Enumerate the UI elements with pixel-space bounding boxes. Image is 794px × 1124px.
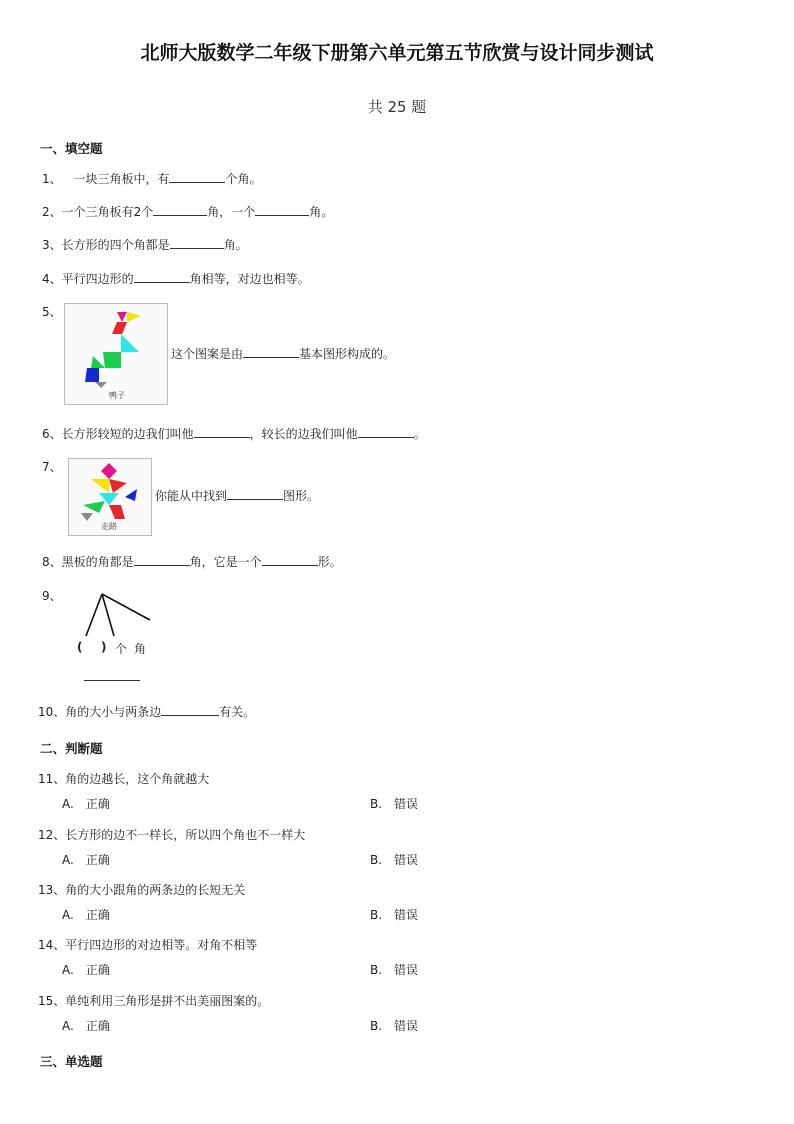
question-11: 11、角的边越长，这个角就越大 [38,772,210,786]
answer-blank[interactable] [170,236,224,249]
question-2 [42,203,333,220]
question-number: 8、 [42,555,62,569]
question-1 [42,170,262,187]
question-count: 共 25 题 [367,98,427,116]
answer-blank[interactable] [194,425,250,438]
option-b[interactable]: B. 错误 [370,1019,419,1033]
question-5-number: 5、 [42,305,62,319]
question-5 [171,345,395,362]
question-text: 有关。 [219,705,256,719]
question-14: 14、平行四边形的对边相等。对角不相等 [38,938,258,952]
question-text: 你能从中找到 [155,489,228,503]
option-b[interactable]: B. 错误 [370,963,419,977]
option-a[interactable]: A. 正确 [62,908,110,922]
answer-blank[interactable] [153,203,207,216]
section-fill-heading: 一、填空题 [40,141,103,156]
image-caption: 鸭子 [109,391,125,400]
answer-blank[interactable] [262,553,318,566]
question-text: 基本图形构成的。 [299,347,396,361]
question-number: 3、 [42,238,62,252]
section-judge-heading: 二、判断题 [40,741,103,756]
question-9-number: 9、 [42,589,62,603]
question-15: 15、单纯利用三角形是拼不出美丽图案的。 [38,994,270,1008]
question-number: 6、 [42,427,62,441]
option-a[interactable]: A. 正确 [62,797,110,811]
question-text: ，较长的边我们叫他 [249,427,358,441]
question-6 [42,425,426,442]
question-text: 角。 [223,238,248,252]
question-text: 角的大小与两条边 [65,705,162,719]
question-text: 角，一个 [207,205,256,219]
question-text: 长方形的四个角都是 [61,238,170,252]
answer-blank[interactable] [134,270,190,283]
question-number: 1、 [42,172,62,186]
question-number: 10、 [38,705,66,719]
question-text: 角。 [309,205,334,219]
question-4 [42,270,310,287]
question-text: 一个三角板有2个 [61,205,154,219]
question-text: 形。 [317,555,342,569]
question-text: 图形。 [283,489,320,503]
q9-ge-label: 个 [115,642,128,656]
answer-blank[interactable] [227,487,283,500]
duck-tangram-icon [65,304,167,404]
question-text: 一块三角板中，有 [73,172,170,186]
question-text: 。 [413,427,426,441]
runner-tangram-image [68,458,152,536]
question-3 [42,236,248,253]
question-number: 2、 [42,205,62,219]
page-title: 北师大版数学二年级下册第六单元第五节欣赏与设计同步测试 [140,42,654,64]
duck-tangram-image [64,303,168,405]
option-a[interactable]: A. 正确 [62,1019,110,1033]
answer-blank[interactable] [84,680,140,681]
question-13: 13、角的大小跟角的两条边的长短无关 [38,883,246,897]
question-text: 个角。 [225,172,262,186]
question-text: 黑板的角都是 [61,555,134,569]
answer-blank[interactable] [161,703,219,716]
option-b[interactable]: B. 错误 [370,853,419,867]
question-number: 4、 [42,272,62,286]
answer-blank[interactable] [243,345,299,358]
option-b[interactable]: B. 错误 [370,797,419,811]
option-a[interactable]: A. 正确 [62,963,110,977]
answer-blank[interactable] [134,553,190,566]
question-text: 长方形较短的边我们叫他 [61,427,194,441]
q9-jiao-label: 角 [134,642,147,656]
question-text: 平行四边形的 [61,272,134,286]
answer-blank[interactable] [255,203,309,216]
question-12: 12、长方形的边不一样长，所以四个角也不一样大 [38,828,306,842]
section-single-heading: 三、单选题 [40,1054,103,1069]
answer-blank[interactable] [358,425,414,438]
question-7-number: 7、 [42,460,62,474]
question-text: 这个图案是由 [171,347,244,361]
option-a[interactable]: A. 正确 [62,853,110,867]
angle-figure-icon [82,590,154,638]
option-b[interactable]: B. 错误 [370,908,419,922]
question-text: 角相等，对边也相等。 [189,272,310,286]
question-10 [38,703,255,720]
image-caption: 走路 [101,522,117,531]
question-text: 角，它是一个 [189,555,262,569]
question-7 [155,487,319,504]
answer-blank[interactable] [169,170,225,183]
paren-open: ( [77,640,83,654]
question-8 [42,553,342,570]
paren-close: ) [101,640,107,654]
